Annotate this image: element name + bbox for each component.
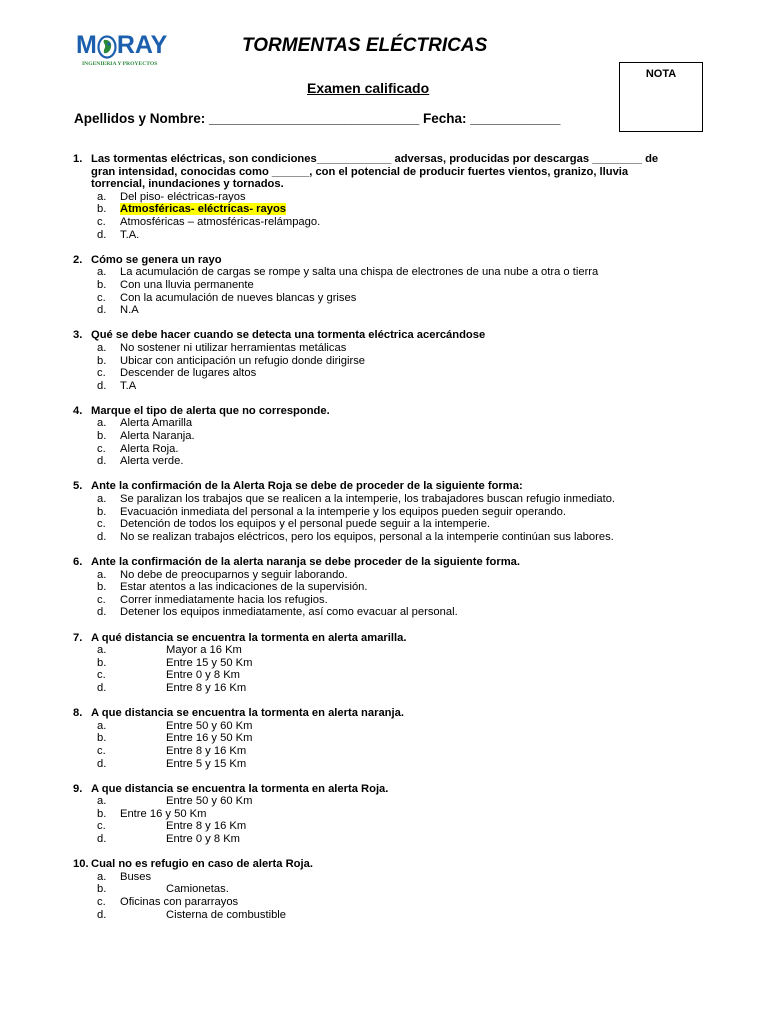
option-text: Entre 0 y 8 Km xyxy=(166,669,240,682)
answer-option xyxy=(0,581,768,594)
question-number: 2. xyxy=(73,253,83,266)
answer-option xyxy=(0,531,768,544)
logo-letters-ray: RAY xyxy=(116,31,168,59)
answer-option xyxy=(0,443,768,456)
option-text: Entre 16 y 50 Km xyxy=(166,732,253,745)
question-number: 10. xyxy=(73,858,89,871)
logo-tagline: INGENIERIA Y PROYECTOS xyxy=(82,61,158,67)
answer-option xyxy=(0,367,768,380)
option-letter: b. xyxy=(97,807,107,820)
option-text: Entre 50 y 60 Km xyxy=(166,719,253,732)
question-text xyxy=(0,858,681,871)
answer-option xyxy=(0,883,768,896)
answer-option xyxy=(0,644,768,657)
answer-option xyxy=(0,569,768,582)
option-text: T.A. xyxy=(120,228,140,241)
question-number: 4. xyxy=(73,404,83,417)
option-text: Entre 0 y 8 Km xyxy=(166,833,240,846)
question-list xyxy=(0,153,768,934)
option-letter: a. xyxy=(97,266,107,279)
option-letter: d. xyxy=(97,530,107,543)
answer-option xyxy=(0,657,768,670)
answer-option xyxy=(0,896,768,909)
option-letter: c. xyxy=(97,291,106,304)
option-text: Detener los equipos inmediatamente, así como evacuar al personal. xyxy=(120,606,458,619)
option-letter: a. xyxy=(97,719,107,732)
option-text: N.A xyxy=(120,304,139,317)
exam-subtitle: Examen calificado xyxy=(307,80,430,96)
question-text xyxy=(0,153,681,191)
option-letter: c. xyxy=(97,442,106,455)
option-letter: a. xyxy=(97,568,107,581)
answer-option xyxy=(0,909,768,922)
option-text-highlighted: Atmosféricas- eléctricas- rayos xyxy=(120,203,287,216)
option-text: Ubicar con anticipación un refugio donde dirigirse xyxy=(120,354,366,367)
question-10 xyxy=(0,858,768,921)
option-text: Oficinas con pararrayos xyxy=(120,896,239,909)
option-letter: c. xyxy=(97,669,106,682)
answer-option xyxy=(0,493,768,506)
answer-option xyxy=(0,808,768,821)
option-text: La acumulación de cargas se rompe y salta una chispa de electrones de una nube a otra o tierra xyxy=(120,266,599,279)
name-date-line: Apellidos y Nombre: ____________________________ Fecha: ____________ xyxy=(74,111,561,126)
question-4 xyxy=(0,405,768,468)
question-text xyxy=(0,783,681,796)
question-number: 8. xyxy=(73,707,83,720)
answer-option xyxy=(0,229,768,242)
option-text: No debe de preocuparnos y seguir laborando. xyxy=(120,568,348,581)
option-text: Entre 8 y 16 Km xyxy=(166,744,247,757)
answer-option xyxy=(0,745,768,758)
option-text: Camionetas. xyxy=(166,883,229,896)
option-letter: c. xyxy=(97,744,106,757)
question-6 xyxy=(0,556,768,619)
option-text: Detención de todos los equipos y el personal puede seguir a la intemperie. xyxy=(120,518,491,531)
question-number: 5. xyxy=(73,480,83,493)
answer-option xyxy=(0,669,768,682)
option-letter: c. xyxy=(97,215,106,228)
option-text: Entre 15 y 50 Km xyxy=(166,656,253,669)
option-letter: c. xyxy=(97,593,106,606)
option-letter: c. xyxy=(97,820,106,833)
option-letter: b. xyxy=(97,732,107,745)
option-letter: a. xyxy=(97,870,107,883)
question-prompt: A qué distancia se encuentra la tormenta en alerta amarilla. xyxy=(91,631,407,644)
answer-option xyxy=(0,203,768,216)
question-prompt: Ante la confirmación de la alerta naranja se debe proceder de la siguiente forma. xyxy=(91,556,520,568)
question-3 xyxy=(0,329,768,392)
answer-option xyxy=(0,871,768,884)
answer-option xyxy=(0,430,768,443)
question-text xyxy=(0,632,681,645)
answer-option xyxy=(0,833,768,846)
answer-option xyxy=(0,682,768,695)
option-text: Alerta verde. xyxy=(120,455,184,468)
answer-option xyxy=(0,216,768,229)
question-number: 3. xyxy=(73,329,83,342)
option-text: Descender de lugares altos xyxy=(120,367,257,380)
answer-option xyxy=(0,795,768,808)
answer-option xyxy=(0,506,768,519)
question-text xyxy=(0,480,681,493)
question-text xyxy=(0,254,681,267)
option-text: Del piso- eléctricas-rayos xyxy=(120,190,246,203)
company-logo xyxy=(76,33,176,73)
question-number: 9. xyxy=(73,782,83,795)
answer-option xyxy=(0,518,768,531)
option-letter: a. xyxy=(97,493,107,506)
question-1 xyxy=(0,153,768,241)
logo-o-emblem-icon xyxy=(97,35,117,57)
option-text: No se realizan trabajos eléctricos, pero los equipos, personal a la intemperie continúan sus labores. xyxy=(120,530,614,543)
question-prompt: Cual no es refugio en caso de alerta Roja. xyxy=(91,858,313,871)
option-letter: c. xyxy=(97,518,106,531)
option-letter: b. xyxy=(97,883,107,896)
question-prompt: A que distancia se encuentra la tormenta en alerta naranja. xyxy=(91,707,404,720)
answer-option xyxy=(0,380,768,393)
question-5 xyxy=(0,480,768,543)
option-letter: d. xyxy=(97,379,107,392)
option-text: No sostener ni utilizar herramientas metálicas xyxy=(120,341,347,354)
answer-option xyxy=(0,732,768,745)
option-letter: b. xyxy=(97,430,107,443)
question-prompt: Marque el tipo de alerta que no corresponde. xyxy=(91,404,330,417)
option-text: T.A xyxy=(120,379,137,392)
option-letter: b. xyxy=(97,354,107,367)
question-7 xyxy=(0,632,768,695)
answer-option xyxy=(0,720,768,733)
option-text: Entre 16 y 50 Km xyxy=(120,807,207,820)
question-text xyxy=(0,556,681,569)
answer-option xyxy=(0,266,768,279)
answer-option xyxy=(0,279,768,292)
question-number: 6. xyxy=(73,556,83,568)
option-text: Alerta Naranja. xyxy=(120,430,195,443)
option-text: Atmosféricas – atmosféricas-relámpago. xyxy=(120,215,321,228)
question-prompt: A que distancia se encuentra la tormenta en alerta Roja. xyxy=(91,782,389,795)
option-letter: a. xyxy=(97,341,107,354)
option-text: Estar atentos a las indicaciones de la supervisión. xyxy=(120,581,368,594)
option-letter: a. xyxy=(97,417,107,430)
option-text: Entre 8 y 16 Km xyxy=(166,681,247,694)
option-text: Entre 50 y 60 Km xyxy=(166,795,253,808)
option-letter: b. xyxy=(97,278,107,291)
question-text xyxy=(0,405,681,418)
question-9 xyxy=(0,783,768,846)
answer-option xyxy=(0,342,768,355)
grade-label: NOTA xyxy=(645,68,677,80)
option-text: Se paralizan los trabajos que se realicen a la intemperie, los trabajadores buscan refugio inmediato. xyxy=(120,493,616,506)
option-letter: d. xyxy=(97,833,107,846)
option-letter: d. xyxy=(97,304,107,317)
option-text: Cisterna de combustible xyxy=(166,908,287,921)
option-letter: b. xyxy=(97,656,107,669)
option-text: Evacuación inmediata del personal a la intemperie y los equipos pueden seguir operando. xyxy=(120,505,566,518)
option-letter: d. xyxy=(97,606,107,619)
option-letter: d. xyxy=(97,228,107,241)
option-text: Con una lluvia permanente xyxy=(120,278,254,291)
answer-option xyxy=(0,820,768,833)
option-text: Buses xyxy=(120,870,152,883)
option-text: Correr inmediatamente hacia los refugios. xyxy=(120,593,328,606)
option-letter: d. xyxy=(97,681,107,694)
option-letter: d. xyxy=(97,908,107,921)
option-letter: a. xyxy=(97,644,107,657)
answer-option xyxy=(0,758,768,771)
option-text: Entre 8 y 16 Km xyxy=(166,820,247,833)
question-2 xyxy=(0,254,768,317)
question-prompt: Qué se debe hacer cuando se detecta una tormenta eléctrica acercándose xyxy=(91,329,486,342)
answer-option xyxy=(0,304,768,317)
option-letter: c. xyxy=(97,367,106,380)
grade-box xyxy=(619,62,703,132)
logo-wordmark xyxy=(76,33,176,58)
answer-option xyxy=(0,355,768,368)
option-text: Entre 5 y 15 Km xyxy=(166,757,247,770)
question-prompt: Ante la confirmación de la Alerta Roja se debe de proceder de la siguiente forma: xyxy=(91,480,523,493)
question-number: 1. xyxy=(73,153,83,165)
answer-option xyxy=(0,191,768,204)
logo-letter-m: M xyxy=(76,31,97,59)
answer-option xyxy=(0,455,768,468)
answer-option xyxy=(0,292,768,305)
option-text: Alerta Roja. xyxy=(120,442,179,455)
answer-option xyxy=(0,594,768,607)
option-letter: b. xyxy=(97,505,107,518)
question-prompt: Cómo se genera un rayo xyxy=(91,253,222,266)
question-8 xyxy=(0,707,768,770)
option-text: Alerta Amarilla xyxy=(120,417,193,430)
option-letter: c. xyxy=(97,896,106,909)
document-title: TORMENTAS ELÉCTRICAS xyxy=(242,35,488,56)
question-text xyxy=(0,707,681,720)
option-letter: a. xyxy=(97,795,107,808)
question-number: 7. xyxy=(73,631,83,644)
question-prompt: Las tormentas eléctricas, son condiciones____________ adversas, producidas por descargas ________ de gran intensidad, conocidas como ______, con el potencial de producir fuertes vientos, granizo, lluvia torrencial, inundaciones y tornados. xyxy=(91,153,659,191)
answer-option xyxy=(0,417,768,430)
question-text xyxy=(0,329,681,342)
answer-option xyxy=(0,606,768,619)
option-text: Mayor a 16 Km xyxy=(166,644,242,657)
option-letter: d. xyxy=(97,455,107,468)
option-text: Con la acumulación de nueves blancas y grises xyxy=(120,291,357,304)
option-letter: b. xyxy=(97,581,107,594)
option-letter: a. xyxy=(97,190,107,203)
option-letter: d. xyxy=(97,757,107,770)
option-letter: b. xyxy=(97,203,107,216)
